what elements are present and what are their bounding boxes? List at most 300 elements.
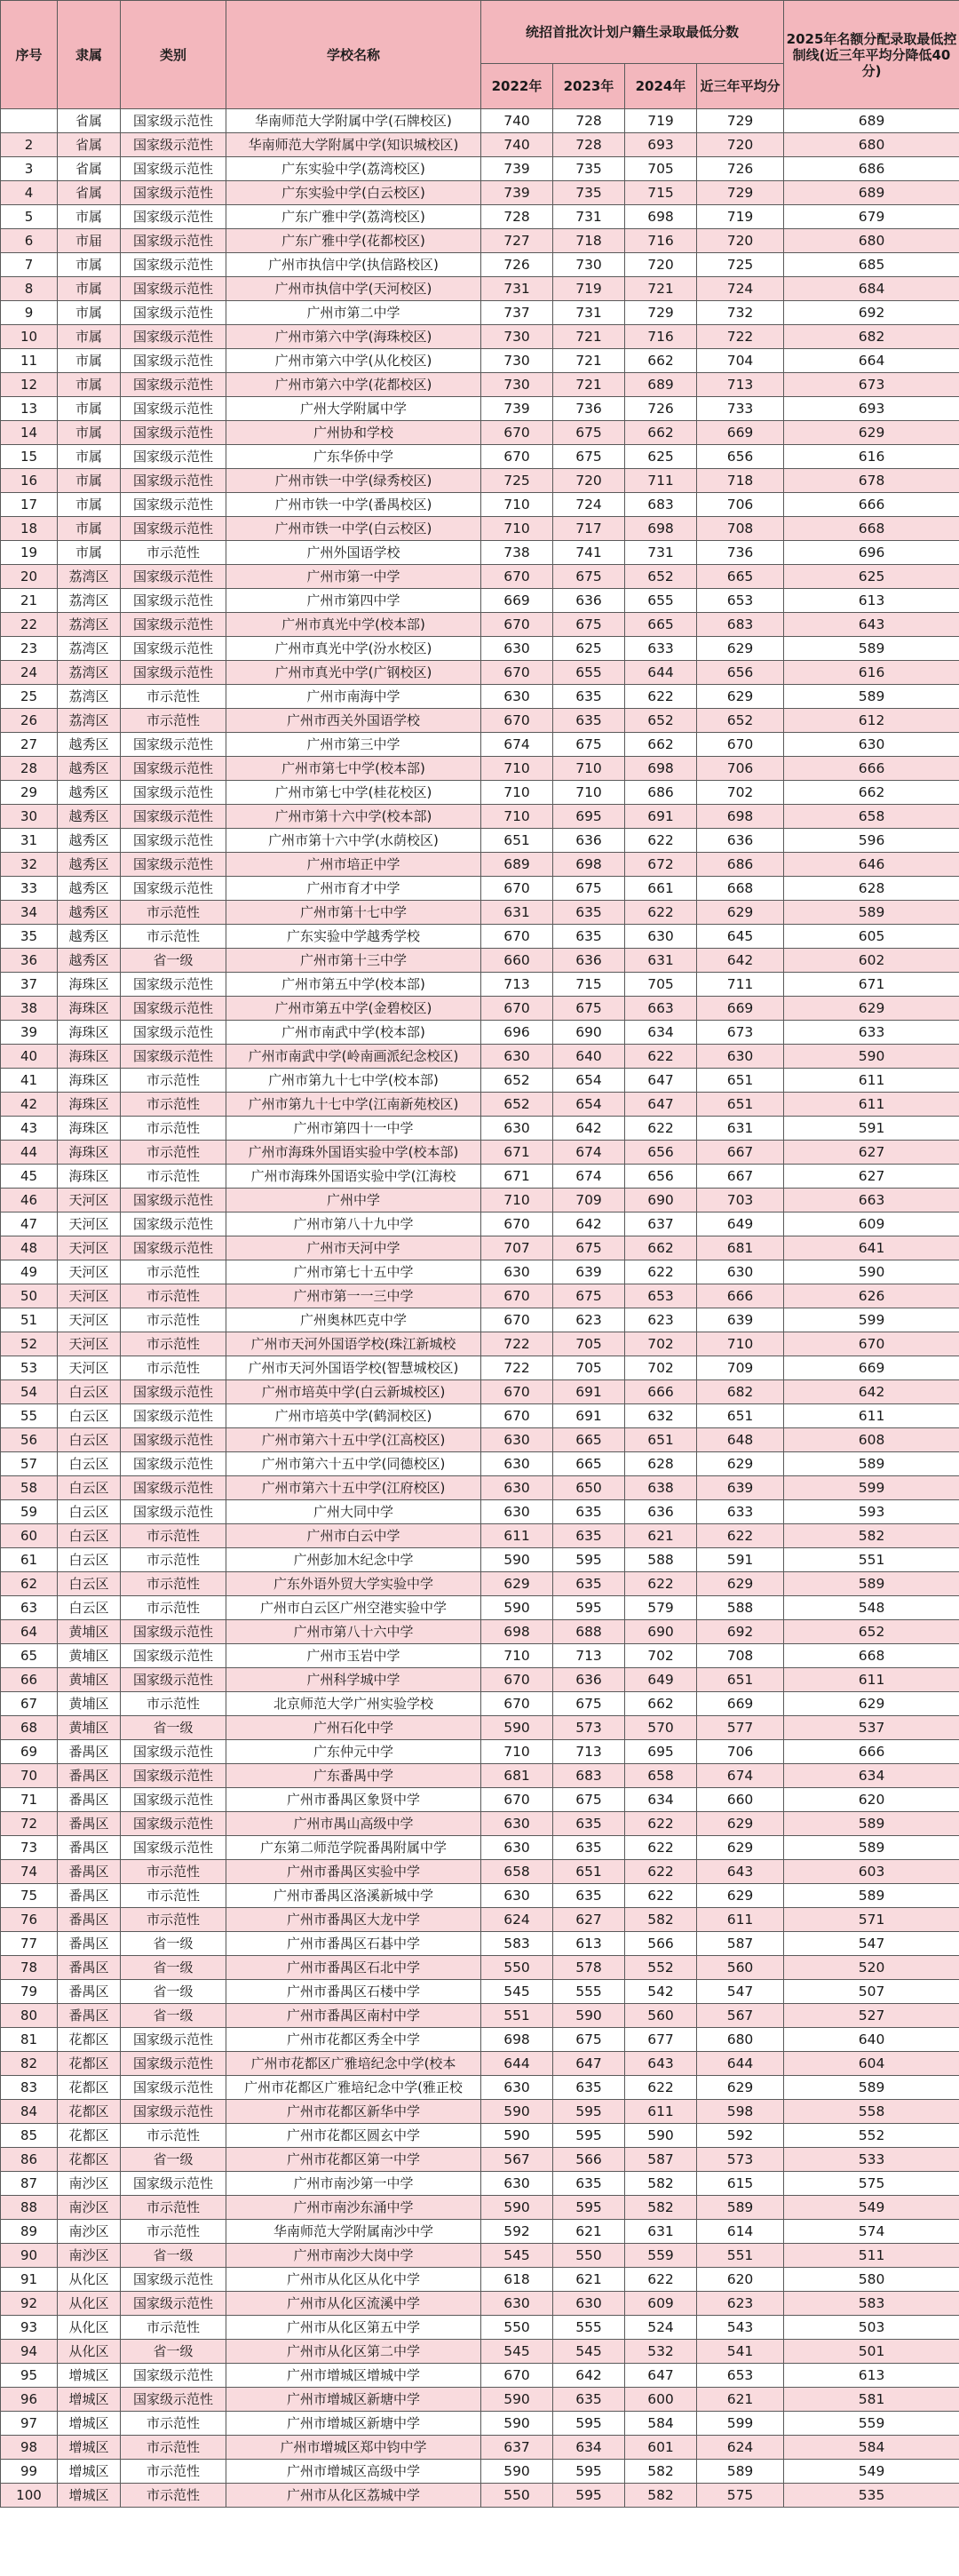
cell-quota-line: 668 bbox=[784, 1644, 959, 1668]
cell-school-name: 广州市南武中学(岭南画派纪念校区) bbox=[226, 1045, 481, 1069]
cell-score-2023: 595 bbox=[553, 2412, 625, 2436]
cell-school-name: 广州市第九十七中学(江南新苑校区) bbox=[226, 1093, 481, 1117]
cell-three-year-avg: 643 bbox=[697, 1860, 784, 1884]
cell-index: 39 bbox=[1, 1021, 58, 1045]
cell-score-2022: 671 bbox=[481, 1165, 553, 1189]
cell-quota-line: 558 bbox=[784, 2100, 959, 2124]
cell-category: 国家级示范性 bbox=[121, 1189, 226, 1212]
cell-three-year-avg: 591 bbox=[697, 1548, 784, 1572]
cell-index: 80 bbox=[1, 2004, 58, 2028]
cell-score-2024: 633 bbox=[625, 637, 697, 661]
cell-three-year-avg: 669 bbox=[697, 1692, 784, 1716]
cell-quota-line: 642 bbox=[784, 1380, 959, 1404]
cell-quota-line: 662 bbox=[784, 781, 959, 805]
cell-score-2022: 671 bbox=[481, 1141, 553, 1165]
cell-quota-line: 603 bbox=[784, 1860, 959, 1884]
cell-category: 国家级示范性 bbox=[121, 2388, 226, 2412]
cell-school-name: 广州市增城区高级中学 bbox=[226, 2460, 481, 2484]
cell-score-2024: 582 bbox=[625, 2460, 697, 2484]
cell-quota-line: 626 bbox=[784, 1284, 959, 1308]
cell-school-name: 广州市禺山高级中学 bbox=[226, 1812, 481, 1836]
cell-three-year-avg: 720 bbox=[697, 229, 784, 253]
cell-category: 国家级示范性 bbox=[121, 637, 226, 661]
cell-school-name: 广州市南沙第一中学 bbox=[226, 2172, 481, 2196]
cell-three-year-avg: 722 bbox=[697, 325, 784, 349]
cell-category: 国家级示范性 bbox=[121, 1236, 226, 1260]
header-affiliation: 隶属 bbox=[58, 1, 121, 109]
table-row bbox=[1, 1189, 959, 1212]
cell-score-2023: 635 bbox=[553, 2172, 625, 2196]
header-school-name: 学校名称 bbox=[226, 1, 481, 109]
cell-school-name: 华南师范大学附属南沙中学 bbox=[226, 2220, 481, 2244]
table-row bbox=[1, 997, 959, 1021]
cell-affiliation: 越秀区 bbox=[58, 829, 121, 853]
cell-score-2024: 622 bbox=[625, 685, 697, 709]
cell-score-2023: 675 bbox=[553, 1692, 625, 1716]
table-row bbox=[1, 469, 959, 493]
cell-three-year-avg: 622 bbox=[697, 1524, 784, 1548]
cell-affiliation: 荔湾区 bbox=[58, 685, 121, 709]
cell-affiliation: 市属 bbox=[58, 301, 121, 325]
cell-category: 国家级示范性 bbox=[121, 181, 226, 205]
cell-three-year-avg: 651 bbox=[697, 1668, 784, 1692]
cell-score-2024: 623 bbox=[625, 1308, 697, 1332]
cell-score-2022: 630 bbox=[481, 1452, 553, 1476]
cell-three-year-avg: 667 bbox=[697, 1141, 784, 1165]
cell-category: 国家级示范性 bbox=[121, 877, 226, 901]
cell-score-2023: 713 bbox=[553, 1740, 625, 1764]
cell-three-year-avg: 718 bbox=[697, 469, 784, 493]
cell-score-2023: 642 bbox=[553, 2364, 625, 2388]
cell-score-2022: 689 bbox=[481, 853, 553, 877]
cell-index: 36 bbox=[1, 949, 58, 973]
cell-three-year-avg: 631 bbox=[697, 1117, 784, 1141]
cell-score-2022: 630 bbox=[481, 2172, 553, 2196]
cell-score-2022: 670 bbox=[481, 661, 553, 685]
cell-score-2024: 622 bbox=[625, 1812, 697, 1836]
cell-score-2023: 642 bbox=[553, 1212, 625, 1236]
cell-score-2023: 675 bbox=[553, 445, 625, 469]
cell-school-name: 广州市真光中学(汾水校区) bbox=[226, 637, 481, 661]
cell-school-name: 广州市天河外国语学校(智慧城校区) bbox=[226, 1356, 481, 1380]
cell-index: 79 bbox=[1, 1980, 58, 2004]
cell-school-name: 广州市培英中学(白云新城校区) bbox=[226, 1380, 481, 1404]
cell-category: 国家级示范性 bbox=[121, 1764, 226, 1788]
cell-category: 国家级示范性 bbox=[121, 757, 226, 781]
cell-score-2024: 582 bbox=[625, 2172, 697, 2196]
cell-score-2022: 658 bbox=[481, 1860, 553, 1884]
cell-score-2022: 590 bbox=[481, 2460, 553, 2484]
cell-school-name: 广州市第一一三中学 bbox=[226, 1284, 481, 1308]
cell-affiliation: 白云区 bbox=[58, 1524, 121, 1548]
cell-index: 97 bbox=[1, 2412, 58, 2436]
cell-quota-line: 679 bbox=[784, 205, 959, 229]
cell-score-2022: 731 bbox=[481, 277, 553, 301]
cell-index: 35 bbox=[1, 925, 58, 949]
cell-score-2024: 622 bbox=[625, 1045, 697, 1069]
cell-affiliation: 增城区 bbox=[58, 2364, 121, 2388]
cell-quota-line: 591 bbox=[784, 1117, 959, 1141]
cell-affiliation: 增城区 bbox=[58, 2460, 121, 2484]
cell-school-name: 广州市第三中学 bbox=[226, 733, 481, 757]
cell-score-2022: 590 bbox=[481, 1548, 553, 1572]
cell-quota-line: 666 bbox=[784, 757, 959, 781]
cell-index: 14 bbox=[1, 421, 58, 445]
cell-score-2024: 705 bbox=[625, 973, 697, 997]
cell-three-year-avg: 729 bbox=[697, 109, 784, 133]
table-row bbox=[1, 733, 959, 757]
cell-score-2023: 710 bbox=[553, 757, 625, 781]
cell-index: 37 bbox=[1, 973, 58, 997]
cell-score-2022: 630 bbox=[481, 637, 553, 661]
cell-affiliation: 天河区 bbox=[58, 1356, 121, 1380]
cell-score-2022: 728 bbox=[481, 205, 553, 229]
cell-index: 94 bbox=[1, 2340, 58, 2364]
cell-affiliation: 天河区 bbox=[58, 1332, 121, 1356]
cell-score-2023: 590 bbox=[553, 2004, 625, 2028]
cell-three-year-avg: 702 bbox=[697, 781, 784, 805]
cell-score-2022: 725 bbox=[481, 469, 553, 493]
cell-quota-line: 527 bbox=[784, 2004, 959, 2028]
cell-score-2024: 656 bbox=[625, 1141, 697, 1165]
table-row bbox=[1, 1452, 959, 1476]
cell-score-2023: 710 bbox=[553, 781, 625, 805]
cell-index: 11 bbox=[1, 349, 58, 373]
cell-affiliation: 荔湾区 bbox=[58, 637, 121, 661]
cell-score-2024: 634 bbox=[625, 1788, 697, 1812]
cell-quota-line: 611 bbox=[784, 1404, 959, 1428]
cell-score-2023: 635 bbox=[553, 1500, 625, 1524]
cell-school-name: 广州市番禺区大龙中学 bbox=[226, 1908, 481, 1932]
cell-school-name: 广州市番禺区南村中学 bbox=[226, 2004, 481, 2028]
cell-school-name: 广州市番禺区洛溪新城中学 bbox=[226, 1884, 481, 1908]
cell-score-2022: 670 bbox=[481, 1308, 553, 1332]
cell-category: 市示范性 bbox=[121, 1908, 226, 1932]
cell-score-2024: 731 bbox=[625, 541, 697, 565]
cell-index: 23 bbox=[1, 637, 58, 661]
cell-school-name: 广州市玉岩中学 bbox=[226, 1644, 481, 1668]
cell-category: 市示范性 bbox=[121, 2316, 226, 2340]
table-row bbox=[1, 613, 959, 637]
cell-index: 26 bbox=[1, 709, 58, 733]
cell-score-2024: 559 bbox=[625, 2244, 697, 2268]
cell-category: 国家级示范性 bbox=[121, 1812, 226, 1836]
cell-quota-line: 663 bbox=[784, 1189, 959, 1212]
cell-score-2024: 652 bbox=[625, 709, 697, 733]
cell-school-name: 广州市白云中学 bbox=[226, 1524, 481, 1548]
cell-score-2024: 622 bbox=[625, 1260, 697, 1284]
cell-index: 92 bbox=[1, 2292, 58, 2316]
cell-score-2022: 670 bbox=[481, 925, 553, 949]
cell-three-year-avg: 629 bbox=[697, 901, 784, 925]
cell-school-name: 广州协和学校 bbox=[226, 421, 481, 445]
cell-score-2022: 630 bbox=[481, 1884, 553, 1908]
cell-quota-line: 627 bbox=[784, 1165, 959, 1189]
cell-quota-line: 549 bbox=[784, 2460, 959, 2484]
cell-three-year-avg: 588 bbox=[697, 1596, 784, 1620]
cell-affiliation: 市属 bbox=[58, 541, 121, 565]
cell-score-2022: 670 bbox=[481, 1788, 553, 1812]
cell-score-2023: 635 bbox=[553, 1524, 625, 1548]
cell-score-2023: 675 bbox=[553, 421, 625, 445]
cell-score-2022: 630 bbox=[481, 1476, 553, 1500]
cell-quota-line: 589 bbox=[784, 901, 959, 925]
table-row bbox=[1, 2220, 959, 2244]
cell-affiliation: 番禺区 bbox=[58, 2004, 121, 2028]
cell-score-2022: 630 bbox=[481, 685, 553, 709]
cell-score-2024: 651 bbox=[625, 1428, 697, 1452]
cell-three-year-avg: 624 bbox=[697, 2436, 784, 2460]
cell-score-2024: 628 bbox=[625, 1452, 697, 1476]
cell-three-year-avg: 614 bbox=[697, 2220, 784, 2244]
cell-index: 81 bbox=[1, 2028, 58, 2052]
cell-score-2023: 688 bbox=[553, 1620, 625, 1644]
cell-school-name: 广州市增城区增城中学 bbox=[226, 2364, 481, 2388]
cell-affiliation: 番禺区 bbox=[58, 1764, 121, 1788]
cell-score-2022: 739 bbox=[481, 397, 553, 421]
cell-affiliation: 白云区 bbox=[58, 1428, 121, 1452]
table-row bbox=[1, 1884, 959, 1908]
table-row bbox=[1, 1596, 959, 1620]
table-row bbox=[1, 1572, 959, 1596]
cell-score-2023: 735 bbox=[553, 157, 625, 181]
table-row bbox=[1, 973, 959, 997]
cell-index: 68 bbox=[1, 1716, 58, 1740]
cell-score-2022: 551 bbox=[481, 2004, 553, 2028]
table-row bbox=[1, 2268, 959, 2292]
cell-score-2022: 737 bbox=[481, 301, 553, 325]
table-row bbox=[1, 2292, 959, 2316]
cell-index: 12 bbox=[1, 373, 58, 397]
cell-school-name: 广州市从化区荔城中学 bbox=[226, 2484, 481, 2508]
cell-score-2022: 630 bbox=[481, 2292, 553, 2316]
cell-score-2024: 524 bbox=[625, 2316, 697, 2340]
cell-quota-line: 611 bbox=[784, 1093, 959, 1117]
cell-three-year-avg: 652 bbox=[697, 709, 784, 733]
cell-score-2022: 590 bbox=[481, 2388, 553, 2412]
cell-score-2022: 710 bbox=[481, 1740, 553, 1764]
table-row bbox=[1, 1620, 959, 1644]
cell-school-name: 广州市天河外国语学校(珠江新城校 bbox=[226, 1332, 481, 1356]
cell-three-year-avg: 639 bbox=[697, 1308, 784, 1332]
cell-index: 55 bbox=[1, 1404, 58, 1428]
cell-three-year-avg: 706 bbox=[697, 757, 784, 781]
cell-index: 76 bbox=[1, 1908, 58, 1932]
cell-three-year-avg: 732 bbox=[697, 301, 784, 325]
cell-category: 国家级示范性 bbox=[121, 2292, 226, 2316]
cell-score-2024: 662 bbox=[625, 733, 697, 757]
cell-quota-line: 670 bbox=[784, 1332, 959, 1356]
table-row bbox=[1, 277, 959, 301]
cell-quota-line: 589 bbox=[784, 1452, 959, 1476]
cell-score-2023: 674 bbox=[553, 1141, 625, 1165]
cell-school-name: 广州市花都区圆玄中学 bbox=[226, 2124, 481, 2148]
cell-score-2024: 644 bbox=[625, 661, 697, 685]
cell-score-2022: 670 bbox=[481, 1692, 553, 1716]
cell-score-2022: 726 bbox=[481, 253, 553, 277]
cell-quota-line: 686 bbox=[784, 157, 959, 181]
cell-category: 国家级示范性 bbox=[121, 1380, 226, 1404]
table-row bbox=[1, 1236, 959, 1260]
cell-three-year-avg: 629 bbox=[697, 2076, 784, 2100]
cell-school-name: 广州市第六十五中学(江高校区) bbox=[226, 1428, 481, 1452]
cell-category: 市示范性 bbox=[121, 1093, 226, 1117]
cell-index: 4 bbox=[1, 181, 58, 205]
table-row bbox=[1, 2076, 959, 2100]
cell-index: 95 bbox=[1, 2364, 58, 2388]
table-row bbox=[1, 1117, 959, 1141]
cell-quota-line: 575 bbox=[784, 2172, 959, 2196]
cell-affiliation: 海珠区 bbox=[58, 1141, 121, 1165]
table-row bbox=[1, 1141, 959, 1165]
cell-score-2022: 630 bbox=[481, 1812, 553, 1836]
cell-school-name: 广州市增城区新塘中学 bbox=[226, 2412, 481, 2436]
cell-score-2023: 550 bbox=[553, 2244, 625, 2268]
cell-affiliation: 市属 bbox=[58, 349, 121, 373]
cell-affiliation: 花都区 bbox=[58, 2028, 121, 2052]
cell-affiliation: 越秀区 bbox=[58, 853, 121, 877]
cell-quota-line: 589 bbox=[784, 685, 959, 709]
cell-quota-line: 630 bbox=[784, 733, 959, 757]
cell-quota-line: 668 bbox=[784, 517, 959, 541]
cell-index: 44 bbox=[1, 1141, 58, 1165]
cell-category: 省一级 bbox=[121, 2340, 226, 2364]
cell-category: 国家级示范性 bbox=[121, 661, 226, 685]
cell-three-year-avg: 615 bbox=[697, 2172, 784, 2196]
cell-index: 20 bbox=[1, 565, 58, 589]
cell-school-name: 广州市第六十五中学(江府校区) bbox=[226, 1476, 481, 1500]
table-row bbox=[1, 1692, 959, 1716]
cell-index bbox=[1, 109, 58, 133]
cell-score-2024: 579 bbox=[625, 1596, 697, 1620]
table-row bbox=[1, 229, 959, 253]
cell-quota-line: 629 bbox=[784, 421, 959, 445]
cell-category: 市示范性 bbox=[121, 2220, 226, 2244]
cell-affiliation: 南沙区 bbox=[58, 2172, 121, 2196]
cell-quota-line: 625 bbox=[784, 565, 959, 589]
cell-score-2022: 660 bbox=[481, 949, 553, 973]
cell-school-name: 广州大学附属中学 bbox=[226, 397, 481, 421]
cell-affiliation: 市属 bbox=[58, 493, 121, 517]
cell-index: 42 bbox=[1, 1093, 58, 1117]
cell-affiliation: 越秀区 bbox=[58, 901, 121, 925]
cell-school-name: 广州市第四十一中学 bbox=[226, 1117, 481, 1141]
cell-quota-line: 559 bbox=[784, 2412, 959, 2436]
cell-affiliation: 天河区 bbox=[58, 1236, 121, 1260]
cell-index: 57 bbox=[1, 1452, 58, 1476]
cell-score-2022: 670 bbox=[481, 997, 553, 1021]
cell-index: 40 bbox=[1, 1045, 58, 1069]
table-row bbox=[1, 397, 959, 421]
cell-school-name: 广州市第一中学 bbox=[226, 565, 481, 589]
cell-school-name: 华南师范大学附属中学(知识城校区) bbox=[226, 133, 481, 157]
cell-score-2024: 716 bbox=[625, 229, 697, 253]
cell-score-2024: 636 bbox=[625, 1500, 697, 1524]
cell-score-2022: 739 bbox=[481, 181, 553, 205]
cell-score-2022: 652 bbox=[481, 1069, 553, 1093]
cell-school-name: 广州市育才中学 bbox=[226, 877, 481, 901]
cell-affiliation: 番禺区 bbox=[58, 1932, 121, 1956]
table-row bbox=[1, 2196, 959, 2220]
cell-three-year-avg: 719 bbox=[697, 205, 784, 229]
cell-score-2024: 721 bbox=[625, 277, 697, 301]
table-row bbox=[1, 1932, 959, 1956]
cell-three-year-avg: 541 bbox=[697, 2340, 784, 2364]
cell-quota-line: 692 bbox=[784, 301, 959, 325]
cell-index: 71 bbox=[1, 1788, 58, 1812]
cell-affiliation: 黄埔区 bbox=[58, 1692, 121, 1716]
cell-score-2022: 670 bbox=[481, 1212, 553, 1236]
cell-school-name: 广州市从化区流溪中学 bbox=[226, 2292, 481, 2316]
cell-affiliation: 市属 bbox=[58, 445, 121, 469]
header-2024: 2024年 bbox=[625, 64, 697, 109]
table-row bbox=[1, 2388, 959, 2412]
cell-affiliation: 从化区 bbox=[58, 2268, 121, 2292]
cell-category: 国家级示范性 bbox=[121, 733, 226, 757]
cell-category: 国家级示范性 bbox=[121, 445, 226, 469]
cell-score-2023: 636 bbox=[553, 1668, 625, 1692]
cell-score-2022: 669 bbox=[481, 589, 553, 613]
cell-score-2023: 555 bbox=[553, 2316, 625, 2340]
cell-score-2024: 661 bbox=[625, 877, 697, 901]
cell-score-2023: 595 bbox=[553, 1548, 625, 1572]
cell-index: 61 bbox=[1, 1548, 58, 1572]
cell-three-year-avg: 649 bbox=[697, 1212, 784, 1236]
cell-index: 21 bbox=[1, 589, 58, 613]
cell-category: 市示范性 bbox=[121, 1692, 226, 1716]
table-row bbox=[1, 1668, 959, 1692]
cell-affiliation: 番禺区 bbox=[58, 1740, 121, 1764]
cell-score-2024: 655 bbox=[625, 589, 697, 613]
cell-score-2023: 635 bbox=[553, 1572, 625, 1596]
cell-category: 国家级示范性 bbox=[121, 469, 226, 493]
cell-quota-line: 628 bbox=[784, 877, 959, 901]
cell-score-2023: 625 bbox=[553, 637, 625, 661]
cell-affiliation: 番禺区 bbox=[58, 1884, 121, 1908]
cell-score-2023: 721 bbox=[553, 373, 625, 397]
cell-score-2022: 740 bbox=[481, 109, 553, 133]
cell-score-2023: 691 bbox=[553, 1404, 625, 1428]
cell-quota-line: 684 bbox=[784, 277, 959, 301]
cell-score-2024: 662 bbox=[625, 349, 697, 373]
cell-score-2023: 595 bbox=[553, 2124, 625, 2148]
cell-category: 国家级示范性 bbox=[121, 157, 226, 181]
cell-score-2024: 686 bbox=[625, 781, 697, 805]
cell-category: 市示范性 bbox=[121, 541, 226, 565]
cell-score-2022: 722 bbox=[481, 1356, 553, 1380]
cell-index: 7 bbox=[1, 253, 58, 277]
cell-index: 31 bbox=[1, 829, 58, 853]
cell-school-name: 广州市铁一中学(绿秀校区) bbox=[226, 469, 481, 493]
cell-score-2024: 683 bbox=[625, 493, 697, 517]
cell-school-name: 广州大同中学 bbox=[226, 1500, 481, 1524]
cell-quota-line: 571 bbox=[784, 1908, 959, 1932]
cell-category: 国家级示范性 bbox=[121, 1428, 226, 1452]
cell-category: 省一级 bbox=[121, 1932, 226, 1956]
cell-score-2024: 638 bbox=[625, 1476, 697, 1500]
cell-three-year-avg: 698 bbox=[697, 805, 784, 829]
cell-category: 国家级示范性 bbox=[121, 2100, 226, 2124]
table-row bbox=[1, 1956, 959, 1980]
cell-index: 33 bbox=[1, 877, 58, 901]
header-2023: 2023年 bbox=[553, 64, 625, 109]
header-quota-line: 2025年名额分配录取最低控制线(近三年平均分降低40分) bbox=[784, 1, 959, 109]
cell-index: 83 bbox=[1, 2076, 58, 2100]
cell-score-2023: 730 bbox=[553, 253, 625, 277]
table-row bbox=[1, 1500, 959, 1524]
cell-affiliation: 越秀区 bbox=[58, 925, 121, 949]
cell-affiliation: 荔湾区 bbox=[58, 589, 121, 613]
